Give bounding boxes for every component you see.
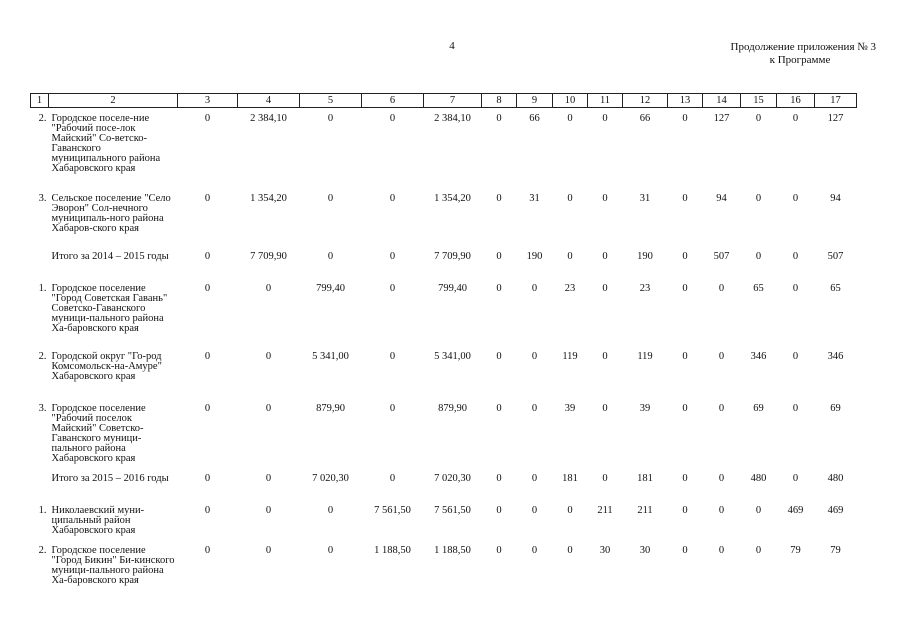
row-number: 2. [38,350,47,362]
page-number: 4 [449,40,455,52]
value-cell: 0 [682,472,688,484]
value-cell: 0 [567,113,573,124]
value-cell: 0 [682,350,688,362]
municipality-name: Николаевский муни-ципальный район Хабаровского края [51,504,145,536]
value-cell: 79 [790,544,801,556]
value-cell: 0 [389,402,396,414]
value-cell: 346 [827,350,844,362]
column-header: 12 [623,94,668,108]
value-cell: 0 [204,282,211,294]
continuation-line-1: Продолжение приложения № 3 [730,41,876,53]
value-cell: 0 [265,472,272,484]
municipality-name: Городское поселе-ние "Рабочий посе-лок Майский" Со-ветско-Гаванского муниципального района Хабаровского края [51,113,161,174]
appendix-continuation-note [680,41,880,67]
value-cell: 7 020,30 [312,472,349,484]
value-cell: 0 [531,350,538,362]
value-cell: 1 354,20 [250,192,287,204]
value-cell: 0 [682,504,688,516]
value-cell: 469 [827,504,844,516]
value-cell: 0 [682,113,688,124]
value-cell: 211 [597,504,613,516]
value-cell: 23 [639,282,651,294]
value-cell: 0 [718,472,725,484]
value-cell: 0 [602,472,608,484]
value-cell: 0 [567,250,573,262]
value-cell: 0 [204,250,211,262]
value-cell: 1 188,50 [374,544,411,556]
value-cell: 0 [389,113,396,124]
value-cell: 5 341,00 [312,350,349,362]
value-cell: 1 354,20 [434,192,471,204]
program-data-table [30,93,857,606]
value-cell: 0 [265,350,272,362]
table-row [31,350,857,402]
municipality-name: Городской округ "Го-род Комсомольск-на-Амуре" Хабаровского края [51,350,162,382]
row-number: 1. [38,504,47,516]
value-cell: 0 [682,192,688,204]
column-header: 4 [238,94,300,108]
value-cell: 31 [529,192,540,204]
column-header: 2 [49,94,178,108]
value-cell: 0 [204,504,211,516]
value-cell: 0 [389,350,396,362]
value-cell: 0 [755,113,762,124]
value-cell: 94 [830,192,841,204]
value-cell: 0 [496,250,502,262]
value-cell: 0 [265,402,272,414]
value-cell: 0 [602,350,608,362]
value-cell: 480 [750,472,767,484]
value-cell: 66 [529,113,540,124]
municipality-name: Городское поселение "Город Советская Гавань" Советско-Гаванского муници-пального района Ха-баровского края [51,282,168,334]
value-cell: 0 [718,402,725,414]
value-cell: 507 [713,250,730,262]
table-row [31,108,857,192]
value-cell: 0 [327,250,334,262]
column-header: 3 [178,94,238,108]
column-header: 16 [777,94,815,108]
value-cell: 0 [531,472,538,484]
value-cell: 0 [602,402,608,414]
value-cell: 0 [718,350,725,362]
value-cell: 0 [496,544,502,556]
value-cell: 0 [496,472,502,484]
value-cell: 0 [567,504,573,516]
value-cell: 7 561,50 [434,504,471,516]
value-cell: 0 [531,402,538,414]
value-cell: 69 [753,402,764,414]
value-cell: 0 [567,544,573,556]
value-cell: 0 [792,402,799,414]
column-number-header-row [31,94,857,108]
value-cell: 799,40 [438,282,467,294]
column-header: 15 [741,94,777,108]
column-header: 10 [553,94,588,108]
value-cell: 0 [602,250,608,262]
value-cell: 0 [496,192,502,204]
value-cell: 0 [531,544,538,556]
value-cell: 0 [682,544,688,556]
value-cell: 0 [265,544,272,556]
value-cell: 879,90 [438,402,467,414]
table-row [31,192,857,250]
table-row [31,472,857,504]
value-cell: 2 384,10 [250,113,287,124]
value-cell: 0 [792,472,799,484]
value-cell: 0 [602,192,608,204]
value-cell: 346 [750,350,767,362]
column-header: 1 [31,94,49,108]
value-cell: 0 [755,250,762,262]
value-cell: 0 [327,504,334,516]
value-cell: 31 [639,192,651,204]
value-cell: 0 [204,402,211,414]
value-cell: 507 [827,250,844,262]
value-cell: 23 [564,282,576,294]
value-cell: 0 [792,113,799,124]
value-cell: 0 [682,402,688,414]
value-cell: 1 188,50 [434,544,471,556]
value-cell: 65 [753,282,764,294]
value-cell: 0 [389,250,396,262]
value-cell: 0 [682,282,688,294]
value-cell: 7 020,30 [434,472,471,484]
value-cell: 0 [204,472,211,484]
value-cell: 0 [204,192,211,204]
value-cell: 0 [718,504,725,516]
municipality-name: Городское поселение "Город Бикин" Би-кинского муници-пального района Ха-баровского края [51,544,175,586]
value-cell: 119 [637,350,653,362]
value-cell: 79 [830,544,841,556]
column-header: 8 [482,94,517,108]
value-cell: 7 709,90 [434,250,471,262]
value-cell: 0 [602,113,608,124]
value-cell: 0 [682,250,688,262]
value-cell: 66 [639,113,651,124]
municipality-name: Итого за 2014 – 2015 годы [51,250,169,262]
value-cell: 0 [327,192,334,204]
value-cell: 0 [496,402,502,414]
value-cell: 0 [755,504,762,516]
value-cell: 0 [792,250,799,262]
row-number: 2. [38,544,47,556]
column-header: 11 [588,94,623,108]
continuation-line-2: к Программе [769,54,831,66]
value-cell: 0 [567,192,573,204]
value-cell: 0 [204,544,211,556]
value-cell: 0 [531,282,538,294]
row-number: 3. [38,402,47,414]
value-cell: 0 [496,504,502,516]
value-cell: 5 341,00 [434,350,471,362]
value-cell: 0 [755,544,762,556]
value-cell: 69 [830,402,841,414]
value-cell: 0 [389,282,396,294]
value-cell: 127 [713,113,730,124]
table-row [31,402,857,472]
value-cell: 0 [327,113,334,124]
municipality-name: Сельское поселение "Село Эворон" Сол-нечного муниципаль-ного района Хабаров-ского края [51,192,171,234]
value-cell: 0 [718,544,725,556]
value-cell: 65 [830,282,841,294]
row-number [31,472,49,504]
row-number: 1. [38,282,47,294]
value-cell: 799,40 [316,282,345,294]
column-header: 17 [815,94,857,108]
value-cell: 0 [718,282,725,294]
column-header: 6 [362,94,424,108]
value-cell: 181 [637,472,653,484]
value-cell: 181 [562,472,578,484]
value-cell: 0 [792,350,799,362]
value-cell: 0 [496,282,502,294]
column-header: 5 [300,94,362,108]
value-cell: 0 [204,350,211,362]
value-cell: 0 [496,350,502,362]
value-cell: 119 [562,350,578,362]
municipality-name: Городское поселение "Рабочий поселок Майский" Советско-Гаванского муници-пального района Хабаровского края [51,402,146,464]
value-cell: 0 [389,192,396,204]
row-number: 3. [38,192,47,204]
column-header: 14 [703,94,741,108]
value-cell: 211 [637,504,653,516]
row-number [31,250,49,282]
value-cell: 0 [792,282,799,294]
table-row [31,282,857,350]
value-cell: 0 [389,472,396,484]
value-cell: 879,90 [316,402,345,414]
value-cell: 190 [637,250,653,262]
value-cell: 0 [792,192,799,204]
value-cell: 127 [827,113,844,124]
row-number: 2. [38,113,47,124]
value-cell: 30 [599,544,611,556]
value-cell: 0 [496,113,502,124]
value-cell: 0 [602,282,608,294]
table-row [31,544,857,606]
column-header: 9 [517,94,553,108]
value-cell: 190 [526,250,543,262]
value-cell: 39 [639,402,651,414]
value-cell: 7 561,50 [374,504,411,516]
value-cell: 30 [639,544,651,556]
value-cell: 469 [787,504,804,516]
value-cell: 39 [564,402,576,414]
value-cell: 0 [531,504,538,516]
value-cell: 7 709,90 [250,250,287,262]
column-header: 7 [424,94,482,108]
value-cell: 2 384,10 [434,113,471,124]
value-cell: 0 [265,504,272,516]
value-cell: 0 [265,282,272,294]
value-cell: 94 [716,192,727,204]
value-cell: 0 [327,544,334,556]
column-header: 13 [668,94,703,108]
table-row [31,250,857,282]
value-cell: 480 [827,472,844,484]
table-row [31,504,857,544]
value-cell: 0 [204,113,211,124]
municipality-name: Итого за 2015 – 2016 годы [51,472,169,484]
value-cell: 0 [755,192,762,204]
